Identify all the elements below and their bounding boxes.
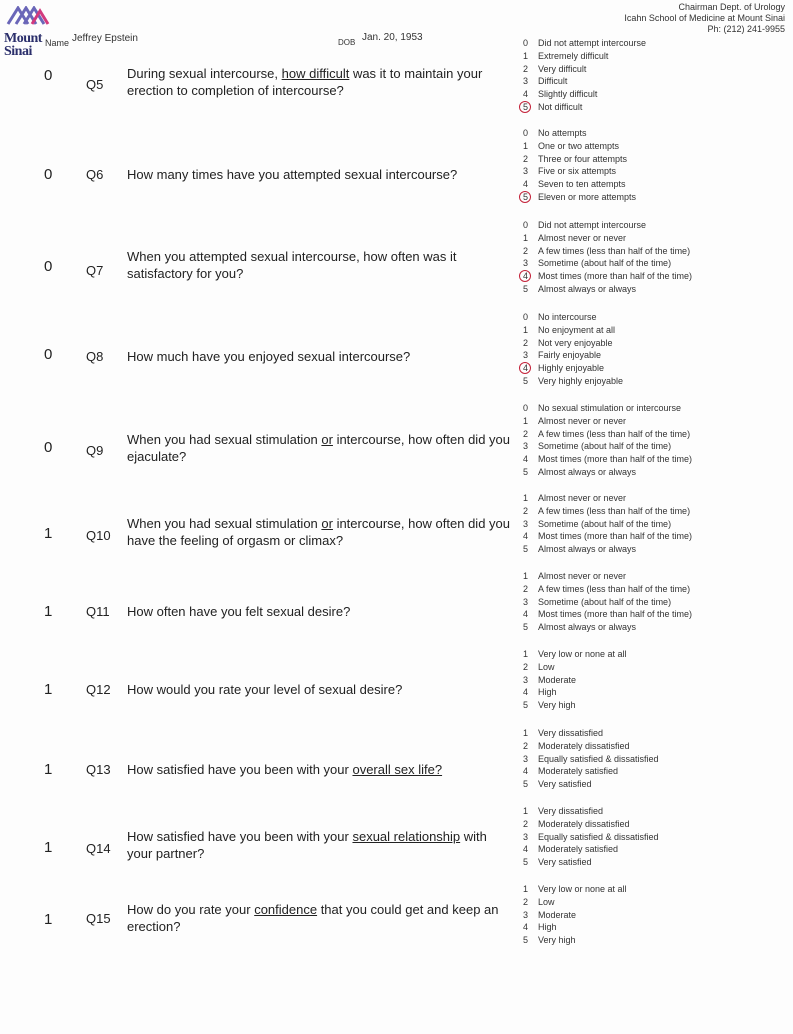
- answer-option: [523, 727, 659, 740]
- answer-option: [523, 765, 659, 778]
- score-value: 0: [44, 346, 53, 363]
- option-label: Very difficult: [538, 63, 587, 74]
- answer-option: [523, 674, 627, 687]
- option-number: 1: [523, 140, 529, 151]
- emphasized-text: how difficult: [281, 66, 350, 81]
- option-number: 4: [523, 179, 529, 190]
- option-label: Sometime (about half of the time): [538, 441, 672, 452]
- answer-option: [523, 337, 623, 350]
- option-label: Very satisfied: [538, 779, 592, 790]
- option-number: 5: [523, 935, 529, 946]
- answer-option: [523, 543, 692, 556]
- answer-option: [523, 909, 627, 922]
- option-label: Almost never or never: [538, 493, 627, 503]
- question-text: How many times have you attempted sexual intercourse?: [127, 167, 458, 182]
- answer-option: [523, 140, 636, 153]
- answer-option: [523, 311, 623, 324]
- answer-option: [523, 570, 692, 583]
- option-number: 4: [523, 609, 529, 620]
- question-text: How satisfied have you been with your overall sex life?: [127, 762, 443, 777]
- option-label: Almost always or always: [538, 283, 637, 294]
- score-value: 1: [44, 911, 53, 928]
- option-label: Almost always or always: [538, 544, 637, 555]
- option-number: 2: [523, 63, 529, 74]
- answer-option: [523, 245, 692, 258]
- option-number: 2: [523, 337, 529, 348]
- answer-options: [523, 727, 659, 791]
- option-label: Sometime (about half of the time): [538, 258, 672, 269]
- answer-option: [523, 921, 627, 934]
- answer-option: [523, 178, 636, 191]
- question-number: Q7: [86, 263, 104, 278]
- option-label: High: [538, 922, 557, 933]
- option-number: 2: [523, 428, 529, 439]
- answer-option: [523, 219, 692, 232]
- answer-option: [523, 349, 623, 362]
- option-label: Almost never or never: [538, 232, 627, 243]
- answer-option: [523, 440, 692, 453]
- answer-option: [523, 686, 627, 699]
- option-label: Very low or none at all: [538, 884, 627, 894]
- option-label: Moderately satisfied: [538, 766, 619, 777]
- option-number: 4: [523, 922, 529, 933]
- answer-option: [523, 934, 627, 947]
- option-label: One or two attempts: [538, 140, 620, 151]
- option-number: 5: [523, 466, 529, 477]
- answer-option: [523, 375, 623, 388]
- option-number: 0: [523, 128, 529, 138]
- option-label: A few times (less than half of the time): [538, 583, 691, 594]
- option-label: Moderate: [538, 909, 577, 920]
- question-number: Q11: [86, 604, 110, 619]
- question-text: How would you rate your level of sexual desire?: [127, 682, 403, 697]
- option-label: Fairly enjoyable: [538, 350, 602, 361]
- question-number: Q5: [86, 77, 104, 92]
- answer-option: [523, 466, 692, 479]
- option-label: No attempts: [538, 128, 587, 138]
- option-number: 3: [523, 350, 529, 361]
- option-label: Difficult: [538, 76, 568, 87]
- score-value: 0: [44, 439, 53, 456]
- option-number: 5: [523, 191, 529, 202]
- question-number: Q8: [86, 349, 104, 364]
- question-text: How satisfied have you been with your sexual relationship with your partner?: [127, 829, 487, 861]
- option-label: Very dissatisfied: [538, 806, 604, 816]
- emphasized-text: confidence: [254, 902, 318, 917]
- question-text: How much have you enjoyed sexual intercourse?: [127, 349, 411, 364]
- option-number: 2: [523, 583, 529, 594]
- option-number: 3: [523, 258, 529, 269]
- option-label: Very highly enjoyable: [538, 375, 624, 386]
- option-label: Five or six attempts: [538, 166, 617, 177]
- answer-option: [523, 883, 627, 896]
- option-label: Very dissatisfied: [538, 728, 604, 738]
- answer-option: [523, 324, 623, 337]
- option-number: 3: [523, 76, 529, 87]
- score-value: 1: [44, 839, 53, 856]
- answer-options: [523, 492, 692, 556]
- option-number: 3: [523, 753, 529, 764]
- answer-option: [523, 596, 692, 609]
- option-number: 2: [523, 153, 529, 164]
- option-number: 2: [523, 661, 529, 672]
- answer-options: [523, 311, 623, 388]
- score-value: 1: [44, 681, 53, 698]
- option-label: Very satisfied: [538, 857, 592, 868]
- option-label: No intercourse: [538, 312, 597, 322]
- option-label: Very low or none at all: [538, 649, 627, 659]
- option-number: 3: [523, 441, 529, 452]
- option-label: Most times (more than half of the time): [538, 454, 693, 465]
- option-label: No enjoyment at all: [538, 324, 616, 335]
- score-value: 1: [44, 761, 53, 778]
- option-label: A few times (less than half of the time): [538, 245, 691, 256]
- question-text: During sexual intercourse, how difficult was it to maintain your erection to completion of intercourse?: [127, 66, 483, 98]
- answer-option: [523, 753, 659, 766]
- option-number: 2: [523, 896, 529, 907]
- option-label: Almost never or never: [538, 415, 627, 426]
- answer-option: [523, 831, 659, 844]
- answer-option: [523, 453, 692, 466]
- answer-options: [523, 570, 692, 634]
- answer-option: [523, 661, 627, 674]
- option-number: 1: [523, 324, 529, 335]
- option-label: High: [538, 687, 557, 698]
- option-label: Did not attempt intercourse: [538, 220, 647, 230]
- question-number: Q9: [86, 443, 104, 458]
- answer-option: [523, 608, 692, 621]
- question-number: Q13: [86, 762, 111, 777]
- answer-options: [523, 648, 627, 712]
- option-label: Most times (more than half of the time): [538, 531, 693, 542]
- mount-sinai-logo: [2, 4, 62, 60]
- option-number: 3: [523, 831, 529, 842]
- answer-option: [523, 648, 627, 661]
- answer-option: [523, 518, 692, 531]
- answer-option: [523, 362, 623, 375]
- option-number: 3: [523, 909, 529, 920]
- answer-option: [523, 428, 692, 441]
- emphasized-text: or: [321, 516, 333, 531]
- answer-option: [523, 50, 646, 63]
- option-label: Not difficult: [538, 101, 583, 112]
- option-number: 3: [523, 518, 529, 529]
- question-text: How often have you felt sexual desire?: [127, 604, 351, 619]
- question-number: Q6: [86, 167, 104, 182]
- option-label: Highly enjoyable: [538, 363, 605, 374]
- option-number: 1: [523, 806, 529, 816]
- answer-option: [523, 75, 646, 88]
- dob-label: DOB: [338, 38, 356, 47]
- answer-option: [523, 232, 692, 245]
- option-number: 5: [523, 101, 529, 112]
- option-label: Very high: [538, 700, 576, 711]
- option-number: 4: [523, 687, 529, 698]
- option-number: 5: [523, 283, 529, 294]
- answer-option: [523, 843, 659, 856]
- option-label: No sexual stimulation or intercourse: [538, 403, 682, 413]
- option-label: Not very enjoyable: [538, 337, 613, 348]
- option-number: 2: [523, 505, 529, 516]
- answer-option: [523, 101, 646, 114]
- option-number: 2: [523, 740, 529, 751]
- answer-option: [523, 818, 659, 831]
- option-number: 5: [523, 700, 529, 711]
- patient-name: Jeffrey Epstein: [72, 33, 138, 44]
- option-number: 0: [523, 403, 529, 413]
- answer-option: [523, 127, 636, 140]
- option-number: 3: [523, 596, 529, 607]
- answer-option: [523, 165, 636, 178]
- answer-option: [523, 699, 627, 712]
- option-number: 1: [523, 884, 529, 894]
- answer-option: [523, 740, 659, 753]
- logo-text: Mount Sinai: [4, 31, 42, 59]
- option-label: Sometime (about half of the time): [538, 596, 672, 607]
- option-label: Equally satisfied & dissatisfied: [538, 753, 659, 764]
- option-label: Moderate: [538, 674, 577, 685]
- option-number: 1: [523, 415, 529, 426]
- answer-options: [523, 37, 646, 114]
- option-label: Equally satisfied & dissatisfied: [538, 831, 659, 842]
- answer-options: [523, 883, 627, 947]
- answer-option: [523, 415, 692, 428]
- option-number: 3: [523, 674, 529, 685]
- score-value: 1: [44, 603, 53, 620]
- option-number: 1: [523, 493, 529, 503]
- option-label: Sometime (about half of the time): [538, 518, 672, 529]
- option-number: 3: [523, 166, 529, 177]
- question-number: Q10: [86, 528, 111, 543]
- option-number: 4: [523, 844, 529, 855]
- answer-option: [523, 191, 636, 204]
- emphasized-text: or: [321, 432, 333, 447]
- option-number: 0: [523, 38, 529, 48]
- question-number: Q15: [86, 911, 111, 926]
- answer-option: [523, 621, 692, 634]
- option-label: Most times (more than half of the time): [538, 271, 693, 282]
- answer-option: [523, 505, 692, 518]
- answer-option: [523, 37, 646, 50]
- answer-option: [523, 63, 646, 76]
- option-label: Almost always or always: [538, 466, 637, 477]
- selected-answer-circle: [519, 101, 531, 113]
- option-label: Moderately dissatisfied: [538, 818, 630, 829]
- option-label: Low: [538, 896, 555, 907]
- option-label: Did not attempt intercourse: [538, 38, 647, 48]
- option-number: 4: [523, 89, 529, 100]
- option-number: 5: [523, 779, 529, 790]
- option-number: 0: [523, 220, 529, 230]
- option-label: Very high: [538, 935, 576, 946]
- option-number: 4: [523, 766, 529, 777]
- answer-option: [523, 805, 659, 818]
- option-number: 5: [523, 857, 529, 868]
- option-label: A few times (less than half of the time): [538, 505, 691, 516]
- option-number: 4: [523, 531, 529, 542]
- answer-option: [523, 530, 692, 543]
- option-number: 1: [523, 649, 529, 659]
- question-text: When you attempted sexual intercourse, how often was it satisfactory for you?: [127, 249, 457, 281]
- option-number: 1: [523, 232, 529, 243]
- answer-options: [523, 805, 659, 869]
- question-text: How do you rate your confidence that you could get and keep an erection?: [127, 902, 499, 934]
- answer-option: [523, 402, 692, 415]
- question-text: When you had sexual stimulation or intercourse, how often did you ejaculate?: [127, 432, 511, 464]
- answer-options: [523, 127, 636, 204]
- option-label: Extremely difficult: [538, 50, 609, 61]
- option-number: 4: [523, 271, 529, 282]
- option-label: A few times (less than half of the time): [538, 428, 691, 439]
- option-number: 2: [523, 245, 529, 256]
- logo-mark-icon: [6, 6, 50, 26]
- option-label: Most times (more than half of the time): [538, 609, 693, 620]
- answer-option: [523, 583, 692, 596]
- option-number: 4: [523, 363, 529, 374]
- question-text: When you had sexual stimulation or intercourse, how often did you have the feeling of orgasm or climax?: [127, 516, 511, 548]
- option-label: Moderately dissatisfied: [538, 740, 630, 751]
- option-number: 1: [523, 50, 529, 61]
- answer-options: [523, 219, 692, 296]
- option-number: 2: [523, 818, 529, 829]
- option-label: Eleven or more attempts: [538, 191, 637, 202]
- option-number: 1: [523, 728, 529, 738]
- question-number: Q12: [86, 682, 111, 697]
- answer-option: [523, 778, 659, 791]
- answer-option: [523, 257, 692, 270]
- emphasized-text: overall sex life?: [352, 762, 443, 777]
- dob-value: Jan. 20, 1953: [362, 32, 423, 43]
- answer-options: [523, 402, 692, 479]
- answer-option: [523, 492, 692, 505]
- answer-option: [523, 896, 627, 909]
- letterhead-contact: Chairman Dept. of Urology Icahn School of Medicine at Mount Sinai Ph: (212) 241-9955: [624, 2, 785, 34]
- answer-option: [523, 856, 659, 869]
- answer-option: [523, 270, 692, 283]
- score-value: 0: [44, 67, 53, 84]
- score-value: 0: [44, 258, 53, 275]
- emphasized-text: sexual relationship: [352, 829, 461, 844]
- option-number: 5: [523, 375, 529, 386]
- option-number: 5: [523, 622, 529, 633]
- option-number: 1: [523, 571, 529, 581]
- score-value: 1: [44, 525, 53, 542]
- answer-option: [523, 153, 636, 166]
- selected-answer-circle: [519, 191, 531, 203]
- option-label: Almost always or always: [538, 622, 637, 633]
- option-label: Seven to ten attempts: [538, 179, 626, 190]
- option-label: Moderately satisfied: [538, 844, 619, 855]
- option-label: Almost never or never: [538, 571, 627, 581]
- answer-option: [523, 283, 692, 296]
- question-number: Q14: [86, 841, 111, 856]
- option-label: Three or four attempts: [538, 153, 628, 164]
- option-label: Low: [538, 661, 555, 672]
- option-number: 5: [523, 544, 529, 555]
- score-value: 0: [44, 166, 53, 183]
- option-number: 0: [523, 312, 529, 322]
- answer-option: [523, 88, 646, 101]
- option-label: Slightly difficult: [538, 89, 598, 100]
- name-label: Name: [45, 38, 70, 48]
- option-number: 4: [523, 454, 529, 465]
